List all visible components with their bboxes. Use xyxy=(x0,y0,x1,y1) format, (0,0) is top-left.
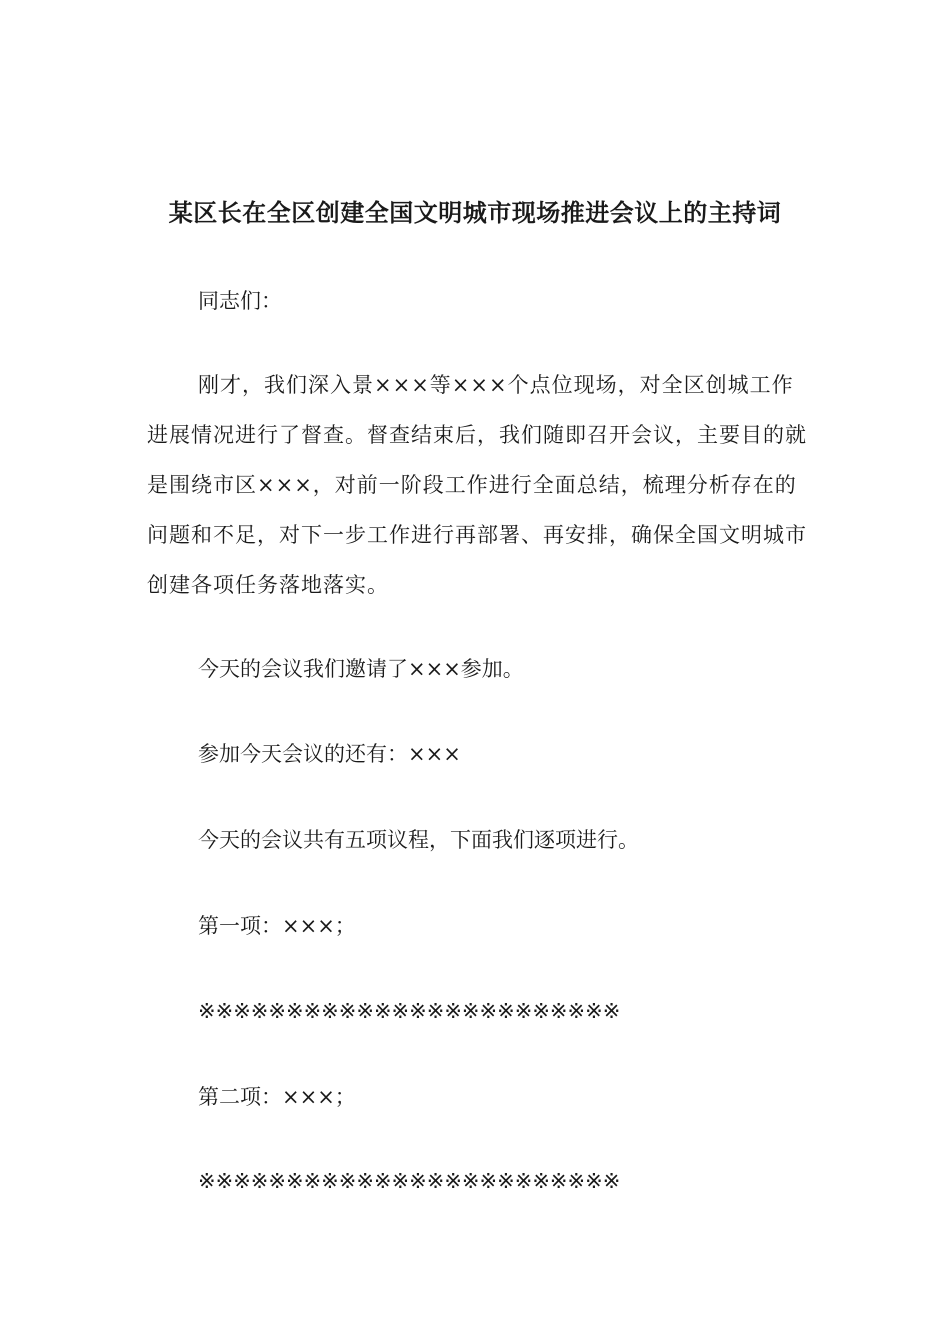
greeting: 同志们： xyxy=(198,289,282,313)
agenda-item-1: 第一项：×××； xyxy=(198,914,356,938)
agenda-intro-line: 今天的会议共有五项议程，下面我们逐项进行。 xyxy=(198,828,639,852)
also-attending-line: 参加今天会议的还有：××× xyxy=(198,742,461,766)
agenda-item-1-detail: ※※※※※※※※※※※※※※※※※※※※※※※※ xyxy=(198,999,621,1023)
agenda-item-2-detail: ※※※※※※※※※※※※※※※※※※※※※※※※ xyxy=(198,1169,621,1193)
invited-line: 今天的会议我们邀请了×××参加。 xyxy=(198,657,524,681)
intro-paragraph: 刚才，我们深入景×××等×××个点位现场，对全区创城工作进展情况进行了督查。督查结束后，我们随即召开会议，主要目的就是围绕市区×××，对前一阶段工作进行全面总结，梳理分析存在的问题和不足，对下一步工作进行再部署、再安排，确保全国文明城市创建各项任务落地落实。 xyxy=(147,373,807,597)
agenda-item-2: 第二项：×××； xyxy=(198,1085,356,1109)
document-title: 某区长在全区创建全国文明城市现场推进会议上的主持词 xyxy=(168,198,782,227)
